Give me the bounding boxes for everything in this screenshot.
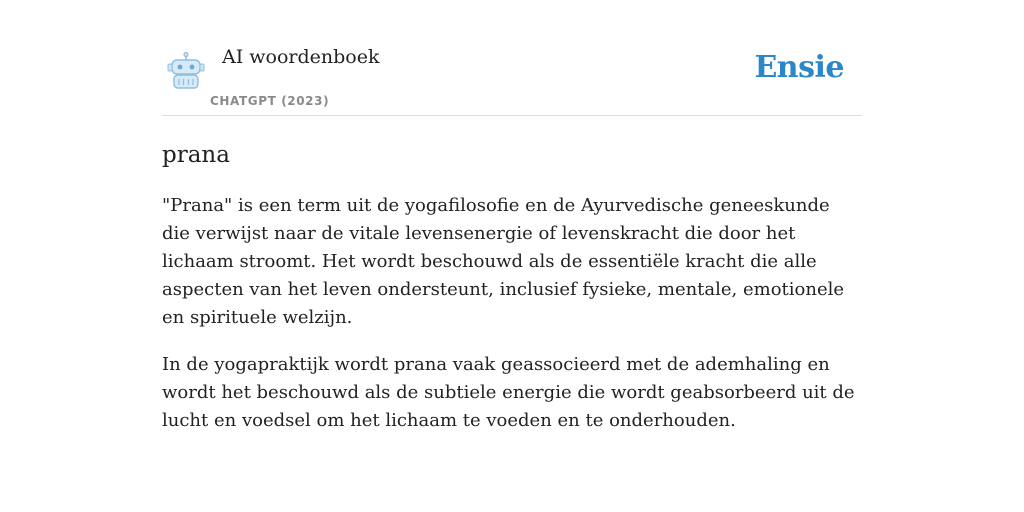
robot-icon <box>166 52 206 90</box>
source-title[interactable]: AI woordenboek <box>222 46 380 68</box>
definition-paragraph: "Prana" is een term uit de yogafilosofie en de Ayurvedische geneeskunde die verwijst naar de vitale levensenergie of levenskracht die door het lichaam stroomt. Het wordt beschouwd als de essentiële kracht die alle aspecten van het leven ondersteunt, inclusief fysieke, mentale, emotionele en spirituele welzijn. <box>162 195 845 328</box>
source-header <box>162 0 862 116</box>
entry-term: prana <box>162 142 230 168</box>
entry-definition <box>162 192 862 435</box>
page-container <box>162 0 862 435</box>
definition-paragraph: In de yogapraktijk wordt prana vaak geassocieerd met de ademhaling en wordt het beschouwd als de subtiele energie die wordt geabsorbeerd uit de lucht en voedsel om het lichaam te voeden en te onderhouden. <box>162 354 855 431</box>
brand-logo-link[interactable]: Ensie <box>754 50 844 85</box>
source-subtitle: CHATGPT (2023) <box>210 94 330 108</box>
